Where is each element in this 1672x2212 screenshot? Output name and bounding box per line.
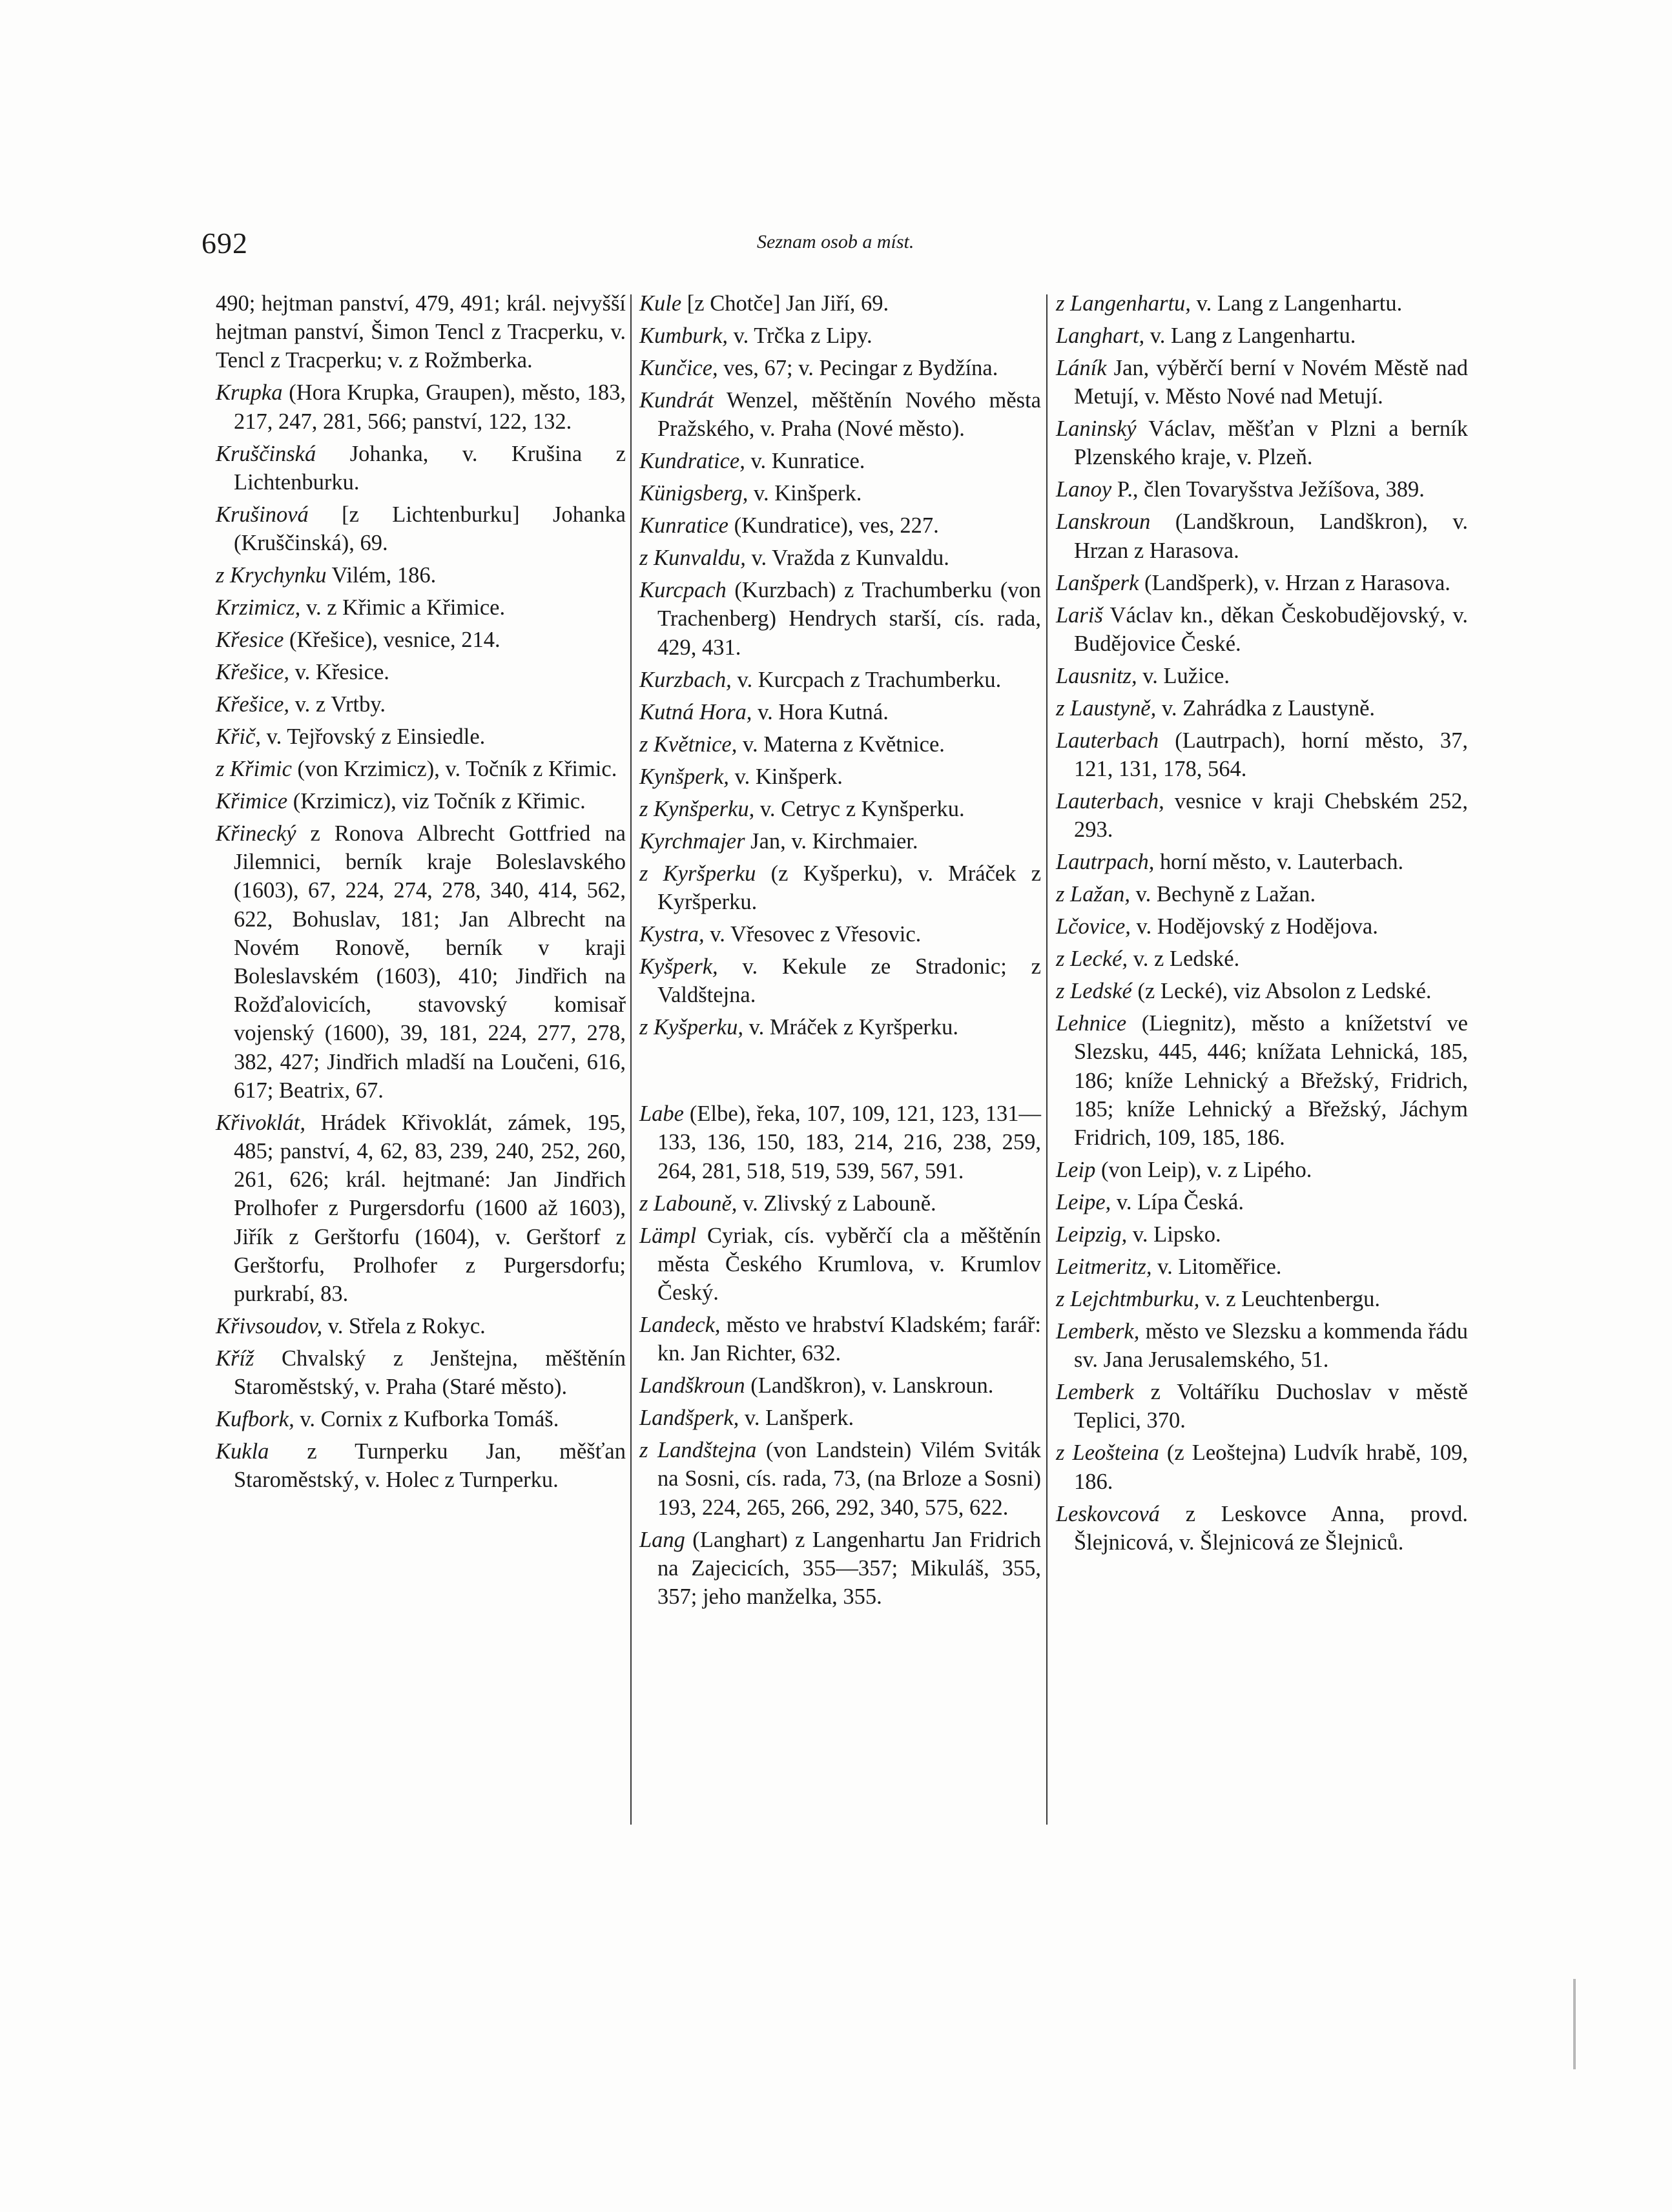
entry-text: (Landškron), v. Lanskroun. [750, 1373, 994, 1398]
entry-text: v. Litoměřice. [1157, 1254, 1282, 1280]
entry-headword: Lčovice, [1056, 914, 1131, 939]
entry-headword: Křesice [216, 628, 284, 653]
entry-headword: Kystra, [639, 921, 705, 947]
column-divider [1046, 294, 1048, 1825]
index-entry [216, 722, 626, 751]
entry-text: z Ronova Albrecht Gottfried na Jilemnici, berník kraje Boleslavského (1603), 67, 224, 274, 278, 340, 414, 562, 622, Bohuslav, 181; Jan Albrecht na Novém Ronově, berník v kraji Boleslavském (1603), 410; Jindřich na Rožďalovicích, stavovský komisař vojenský (1600), 39, 181, 224, 277, 278, 382, 427; Jindřich mladší na Loučeni, 616, 617; Beatrix, 67. [234, 821, 626, 1103]
index-entry [1056, 662, 1468, 690]
entry-text: Cyriak, cís. vyběrčí cla a měštěnín města Českého Krumlova, v. Krumlov Český. [657, 1223, 1041, 1306]
entry-headword: Leip [1056, 1158, 1096, 1183]
entry-text: Jan, výběrčí berní v Novém Městě nad Metují, v. Město Nové nad Metují. [1074, 356, 1469, 409]
entry-headword: z Lažan, [1056, 882, 1131, 907]
index-entry [639, 763, 1041, 791]
entry-text: Vilém, 186. [331, 563, 437, 588]
entry-text: v. Lužice. [1142, 663, 1230, 688]
index-entry [639, 795, 1041, 823]
index-entry [639, 1311, 1041, 1367]
entry-headword: Kufbork, [216, 1407, 294, 1432]
entry-text: Václav kn., děkan Českobudějovský, v. Budějovice České. [1074, 602, 1468, 656]
entry-text: v. z Leuchtenbergu. [1204, 1287, 1381, 1312]
entry-text: Hrádek Křivoklát, zámek, 195, 485; panství, 4, 62, 83, 239, 240, 252, 260, 261, 626; král. hejtmané: Jan Jindřich Prolhofer z Purgersdorfu (1600 až 1603), Jiřík z Gerštorfu (1604), v. Gerštorf z Gerštorfu, Prolhofer z Purgersdorfu; purkrabí, 83. [234, 1110, 626, 1307]
page-number: 692 [201, 227, 248, 260]
index-column-2 [639, 289, 1041, 1615]
entry-headword: Kurzbach, [639, 667, 732, 692]
index-entry [216, 593, 626, 622]
entry-text: z Voltáříku Duchoslav v městě Teplici, 370. [1074, 1380, 1468, 1433]
entry-headword: Křič, [216, 724, 261, 750]
entry-headword: Künigsberg, [639, 481, 748, 506]
entry-text: (Elbe), řeka, 107, 109, 121, 123, 131—133, 136, 150, 183, 214, 216, 238, 259, 264, 281, 518, 519, 539, 567, 591. [657, 1101, 1041, 1183]
entry-text: v. z Ledské. [1133, 947, 1240, 972]
entry-text: Jan, v. Kirchmaier. [750, 828, 918, 854]
entry-headword: Kunčice, [639, 356, 718, 380]
entry-text: ves, 67; v. Pecingar z Bydžína. [723, 356, 998, 380]
entry-text: (z Leoštejna) Ludvík hrabě, 109, 186. [1074, 1440, 1468, 1494]
entry-text: Wenzel, měštěnín Nového města Pražského, v. Praha (Nové město). [657, 388, 1041, 442]
entry-headword: Kundrát [639, 388, 714, 413]
index-entry [216, 289, 626, 375]
entry-text: (Kundratice), ves, 227. [734, 513, 939, 538]
entry-text: z Turnperku Jan, měšťan Staroměstský, v. Holec z Turnperku. [234, 1439, 626, 1493]
index-entry [1056, 569, 1468, 597]
index-entry [639, 447, 1041, 475]
index-entry [639, 479, 1041, 507]
index-entry [216, 1405, 626, 1433]
entry-text: v. Bechyně z Lažan. [1135, 882, 1316, 907]
entry-headword: z Kyšperku, [639, 1015, 743, 1040]
index-entry [216, 690, 626, 719]
column-divider [630, 294, 632, 1825]
running-title: Seznam osob a míst. [757, 231, 914, 252]
entry-text: v. Kinšperk. [734, 764, 843, 789]
index-entry [639, 322, 1041, 350]
index-entry [1056, 289, 1468, 318]
entry-text: (Landškroun, Landškron), v. Hrzan z Harasova. [1074, 509, 1468, 563]
entry-headword: Lausnitz, [1056, 663, 1137, 688]
entry-text: v. Lang z Langenhartu. [1150, 323, 1356, 348]
entry-headword: Křešice, [216, 692, 290, 717]
entry-text: v. Lanšperk. [744, 1406, 854, 1431]
entry-headword: Lemberk [1056, 1380, 1134, 1405]
entry-headword: Labe [639, 1101, 684, 1127]
entry-text: v. Kurcpach z Trachumberku. [737, 667, 1002, 692]
index-entry [639, 1100, 1041, 1185]
entry-headword: Krupka [216, 380, 283, 405]
entry-headword: z Lejchtmburku, [1056, 1287, 1200, 1312]
entry-text: (von Landstein) Vilém Sviták na Sosni, cís. rada, 73, (na Brloze a Sosni) 193, 224, 265, 266, 292, 340, 575, 622. [657, 1438, 1041, 1520]
entry-headword: Krušinová [216, 502, 309, 527]
entry-text: (z Lecké), viz Absolon z Ledské. [1137, 979, 1432, 1004]
entry-headword: z Labouně, [639, 1191, 738, 1216]
entry-headword: Lämpl [639, 1223, 697, 1248]
entry-headword: Landškroun [639, 1373, 745, 1398]
entry-text: v. Hora Kutná. [758, 699, 889, 724]
entry-headword: Kundratice, [639, 449, 745, 474]
entry-headword: Lemberk, [1056, 1319, 1140, 1344]
entry-text: Chvalský z Jenštejna, měštěnín Staroměstský, v. Praha (Staré město). [234, 1346, 626, 1400]
entry-headword: Lanoy [1056, 477, 1112, 502]
index-entry [1056, 694, 1468, 722]
entry-text: (Liegnitz), město a knížetství ve Slezsku, 445, 446; knížata Lehnická, 185, 186; kníže Lehnický a Břežský, Fridrich, 185; kníže Lehnický a Břežský, Jáchym Fridrich, 109, 185, 186. [1074, 1011, 1468, 1151]
entry-text: v. Lípa Česká. [1116, 1190, 1244, 1215]
index-entry [639, 1189, 1041, 1218]
entry-text: 490; hejtman panství, 479, 491; král. nejvyšší hejtman panství, Šimon Tencl z Tracperku, v. Tencl z Tracperku; v. z Rožmberka. [216, 291, 626, 373]
index-entry [639, 354, 1041, 382]
entry-headword: z Kynšperku, [639, 796, 755, 821]
entry-headword: Lauterbach [1056, 728, 1159, 753]
entry-headword: Kříž [216, 1346, 254, 1371]
entry-text: v. Střela z Rokyc. [327, 1314, 486, 1339]
entry-headword: Křivsoudov, [216, 1314, 323, 1339]
index-entry [639, 1526, 1041, 1612]
entry-headword: Kumburk, [639, 323, 728, 348]
entry-headword: z Leošteina [1056, 1440, 1159, 1466]
index-entry [1056, 848, 1468, 876]
entry-headword: Křimice [216, 789, 288, 814]
index-entry [639, 920, 1041, 948]
entry-headword: Lariš [1056, 602, 1103, 628]
index-entry [1056, 1317, 1468, 1374]
index-entry [1056, 1156, 1468, 1184]
entry-headword: Křinecký [216, 821, 296, 846]
entry-headword: z Květnice, [639, 732, 738, 757]
entry-text: z Leskovce Anna, provd. Šlejnicová, v. Šlejnicová ze Šlejniců. [1074, 1501, 1468, 1555]
entry-text: P., člen Tovaryšstva Ježíšova, 389. [1117, 477, 1425, 502]
entry-headword: z Lecké, [1056, 947, 1128, 972]
entry-headword: Láník [1056, 356, 1107, 380]
index-entry [639, 1013, 1041, 1041]
index-entry [216, 1344, 626, 1401]
index-entry [1056, 354, 1468, 411]
entry-text: (z Kyšperku), v. Mráček z Kyršperku. [657, 861, 1042, 914]
index-entry [1056, 1500, 1468, 1557]
index-entry [1056, 880, 1468, 908]
index-entry [639, 827, 1041, 855]
entry-headword: z Křimic [216, 757, 292, 782]
index-entry [1056, 507, 1468, 564]
entry-text: město ve hrabství Kladském; farář: kn. Jan Richter, 632. [657, 1313, 1041, 1366]
entry-headword: Kruščinská [216, 441, 316, 466]
entry-headword: Křešice, [216, 660, 290, 685]
index-entry [216, 787, 626, 815]
entry-text: v. Zahrádka z Laustyně. [1161, 695, 1376, 721]
entry-headword: Landšperk, [639, 1406, 739, 1431]
entry-text: v. Kinšperk. [753, 481, 862, 506]
entry-headword: Krzimicz, [216, 595, 301, 620]
index-entry [216, 658, 626, 686]
entry-headword: Lang [639, 1527, 685, 1552]
index-entry [1056, 601, 1468, 658]
index-entry [639, 544, 1041, 572]
index-entry [216, 1437, 626, 1494]
entry-headword: Leipzig, [1056, 1222, 1128, 1247]
entry-headword: Kukla [216, 1439, 269, 1464]
index-entry [639, 289, 1041, 318]
index-entry [639, 1222, 1041, 1307]
entry-headword: Landeck, [639, 1313, 721, 1338]
index-entry [1056, 1188, 1468, 1216]
index-entry [639, 666, 1041, 694]
index-entry [1056, 1009, 1468, 1152]
index-entry [216, 755, 626, 783]
index-entry [216, 500, 626, 557]
index-entry [1056, 475, 1468, 504]
index-entry [1056, 1439, 1468, 1495]
index-entry [639, 730, 1041, 759]
entry-text: v. z Vrtby. [294, 692, 386, 717]
entry-text: [z Lichtenburku] Johanka (Kruščinská), 69. [234, 502, 626, 556]
index-entry [216, 440, 626, 497]
entry-text: Johanka, v. Krušina z Lichtenburku. [234, 441, 626, 495]
index-entry [1056, 977, 1468, 1005]
index-entry [639, 511, 1041, 540]
entry-text: v. Cetryc z Kynšperku. [759, 796, 965, 821]
index-entry [1056, 322, 1468, 350]
index-entry [639, 576, 1041, 662]
entry-headword: Lauterbach, [1056, 789, 1164, 814]
entry-headword: Kyšperk, [639, 954, 718, 979]
entry-headword: z Landštejna [639, 1438, 757, 1463]
index-column-1 [216, 289, 626, 1498]
index-entry [1056, 1253, 1468, 1281]
entry-text: (Langhart) z Langenhartu Jan Fridrich na Zajecicích, 355—357; Mikuláš, 355, 357; jeho manželka, 355. [657, 1527, 1041, 1610]
entry-headword: z Laustyně, [1056, 695, 1157, 721]
entry-text: Václav, měšťan v Plzni a berník Plzenského kraje, v. Plzeň. [1074, 416, 1468, 470]
entry-text: (Lautrpach), horní město, 37, 121, 131, 178, 564. [1074, 728, 1468, 782]
entry-headword: Kule [639, 291, 682, 316]
entry-text: město ve Slezsku a kommenda řádu sv. Jana Jerusalemského, 51. [1074, 1319, 1468, 1373]
entry-headword: Kynšperk, [639, 764, 729, 789]
entry-text: v. Křesice. [294, 660, 389, 685]
index-entry [639, 952, 1041, 1009]
entry-headword: Kyrchmajer [639, 828, 745, 854]
entry-headword: Kunratice [639, 513, 728, 538]
entry-headword: Lanskroun [1056, 509, 1151, 535]
entry-headword: z Kyršperku [639, 861, 756, 886]
entry-text: v. Hodějovský z Hodějova. [1136, 914, 1378, 939]
entry-headword: Langhart, [1056, 323, 1145, 348]
index-entry [1056, 1220, 1468, 1249]
entry-text: v. Materna z Květnice. [742, 732, 945, 757]
index-column-3 [1056, 289, 1468, 1561]
index-entry [216, 561, 626, 589]
index-entry [216, 378, 626, 435]
entry-text: v. Lipsko. [1132, 1222, 1221, 1247]
entry-text: v. z Křimic a Křimice. [305, 595, 506, 620]
entry-text: vesnice v kraji Chebském 252, 293. [1074, 789, 1469, 843]
entry-headword: Leskovcová [1056, 1501, 1160, 1526]
index-entry [1056, 726, 1468, 783]
entry-text: v. Tejřovský z Einsiedle. [266, 724, 486, 750]
entry-headword: Leitmeritz, [1056, 1254, 1152, 1280]
index-entry [216, 819, 626, 1105]
entry-text: (Krzimicz), viz Točník z Křimic. [293, 789, 586, 814]
entry-text: v. Vřesovec z Vřesovic. [710, 921, 922, 947]
entry-text: (von Krzimicz), v. Točník z Křimic. [297, 757, 617, 782]
entry-headword: Křivoklát, [216, 1110, 305, 1135]
entry-text: (Kurzbach) z Trachumberku (von Trachenberg) Hendrych starší, cís. rada, 429, 431. [657, 578, 1041, 660]
entry-headword: z Ledské [1056, 979, 1132, 1004]
index-entry [1056, 912, 1468, 941]
index-entry [216, 626, 626, 654]
index-entry [639, 386, 1041, 443]
index-entry [639, 1436, 1041, 1522]
entry-headword: Lautrpach, [1056, 850, 1155, 875]
entry-headword: Laninský [1056, 416, 1137, 442]
page-header [201, 226, 1106, 265]
entry-text: v. Kekule ze Stradonic; z Valdštejna. [657, 954, 1041, 1008]
index-entry [1056, 945, 1468, 973]
entry-headword: Leipe, [1056, 1190, 1111, 1215]
index-entry [639, 1371, 1041, 1400]
entry-text: (Křešice), vesnice, 214. [289, 628, 501, 653]
entry-headword: z Langenhartu, [1056, 291, 1191, 316]
index-entry [216, 1109, 626, 1308]
entry-text: (Landšperk), v. Hrzan z Harasova. [1144, 570, 1450, 595]
entry-text: v. Kunratice. [750, 449, 865, 474]
index-entry [639, 698, 1041, 726]
scan-edge-mark [1573, 1979, 1576, 2069]
index-entry [639, 859, 1041, 916]
entry-text: (von Leip), v. z Lipého. [1100, 1158, 1312, 1183]
entry-headword: Kurcpach [639, 578, 727, 603]
entry-text: v. Vražda z Kunvaldu. [751, 546, 949, 571]
entry-text: v. Mráček z Kyršperku. [748, 1015, 959, 1040]
index-entry [1056, 1285, 1468, 1313]
entry-headword: z Krychynku [216, 563, 327, 588]
index-entry [1056, 787, 1468, 844]
entry-headword: Lanšperk [1056, 570, 1139, 595]
entry-text: v. Trčka z Lipy. [733, 323, 872, 348]
entry-text: v. Lang z Langenhartu. [1196, 291, 1403, 316]
index-entry [1056, 415, 1468, 471]
entry-text: v. Zlivský z Labouně. [743, 1191, 936, 1216]
entry-text: (Hora Krupka, Graupen), město, 183, 217, 247, 281, 566; panství, 122, 132. [234, 380, 626, 434]
entry-headword: Kutná Hora, [639, 699, 752, 724]
entry-headword: Lehnice [1056, 1011, 1127, 1036]
index-entry [216, 1312, 626, 1340]
entry-text: horní město, v. Lauterbach. [1160, 850, 1404, 875]
entry-headword: z Kunvaldu, [639, 546, 746, 571]
entry-text: v. Cornix z Kufborka Tomáš. [300, 1407, 559, 1432]
index-entry [639, 1404, 1041, 1432]
entry-text: [z Chotče] Jan Jiří, 69. [686, 291, 889, 316]
index-entry [1056, 1378, 1468, 1435]
